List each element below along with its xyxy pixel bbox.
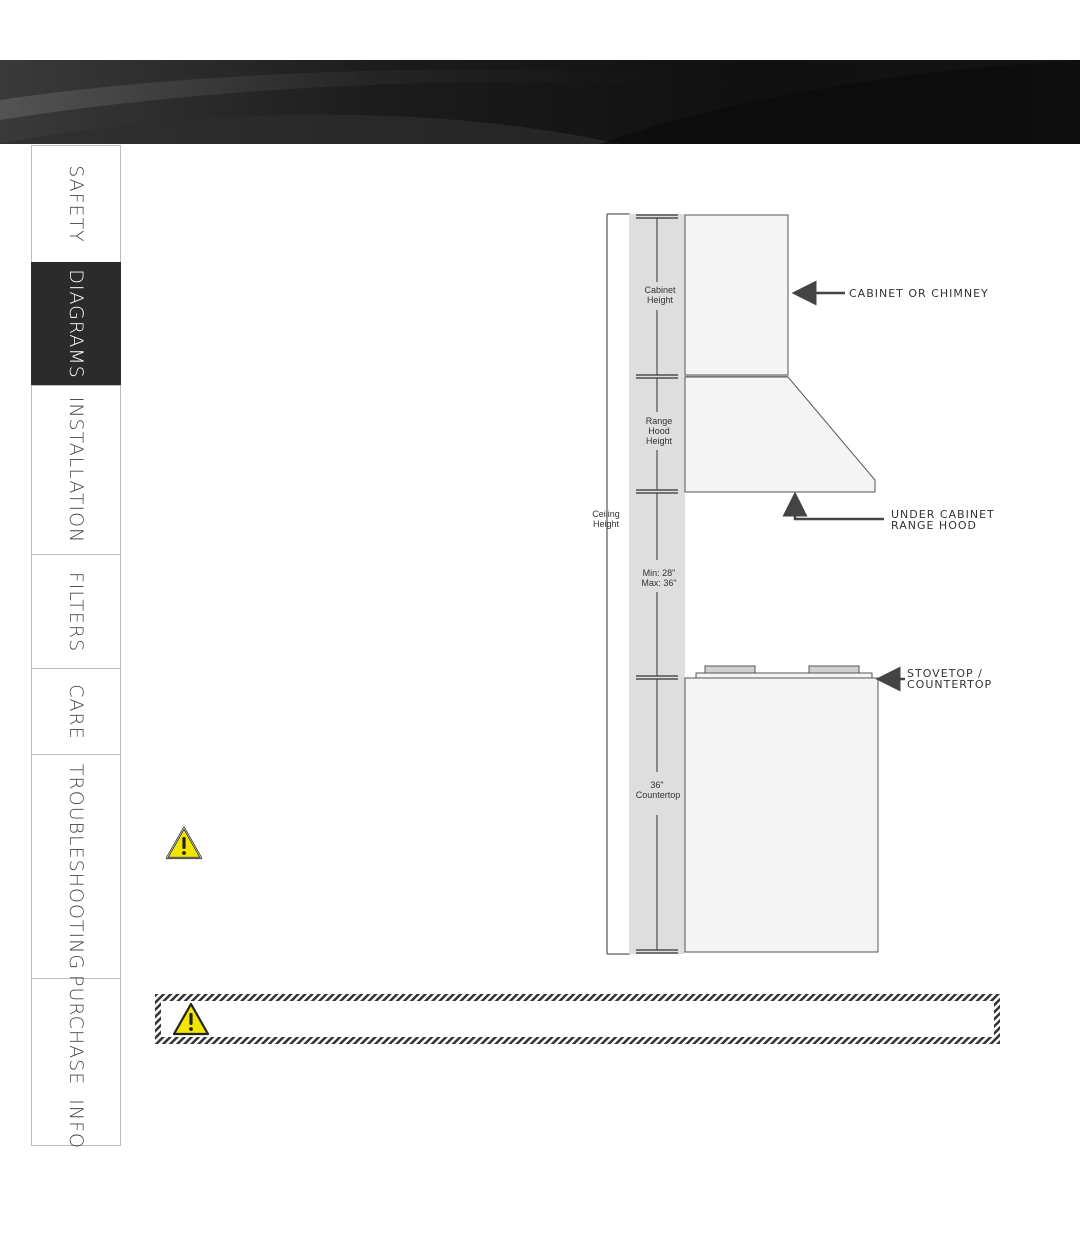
stovetop-shape	[696, 673, 872, 678]
clearance-label-2: Max: 36"	[641, 578, 677, 588]
cabinet-height-label-2: Height	[646, 295, 674, 305]
hood-callout-label-1: UNDER CABINET	[891, 508, 995, 521]
tab-label: FILTERS	[65, 571, 87, 652]
base-cabinet-shape	[685, 678, 878, 952]
ceiling-height-label-2: Height	[592, 519, 620, 529]
ceiling-height-label-1: Ceiling	[592, 509, 620, 519]
tab-label: PURCHASE INFO	[65, 974, 87, 1150]
tab-label: CARE	[65, 683, 87, 740]
clearance-label-1: Min: 28"	[642, 568, 676, 578]
warning-triangle-icon	[165, 826, 203, 860]
countertop-label-1: 36"	[650, 780, 664, 790]
range-hood-shape	[685, 377, 875, 492]
cabinet-callout-label: CABINET OR CHIMNEY	[849, 287, 989, 300]
tab-label: DIAGRAMS	[65, 269, 87, 379]
tab-label: INSTALLATION	[65, 396, 87, 544]
tab-label: SAFETY	[65, 165, 87, 243]
tab-label: TROUBLESHOOTING	[65, 763, 87, 970]
countertop-label-2: Countertop	[635, 790, 681, 800]
hood-height-label-2: Hood	[648, 426, 670, 436]
hood-callout-label-2: RANGE HOOD	[891, 519, 977, 532]
stovetop-callout-label-2: COUNTERTOP	[907, 678, 993, 691]
hood-arrow	[795, 504, 884, 519]
stovetop-callout-label-1: STOVETOP /	[907, 667, 983, 680]
hood-height-label-3: Height	[645, 436, 673, 446]
cabinet-height-label-1: Cabinet	[644, 285, 676, 295]
hood-height-label-1: Range	[645, 416, 673, 426]
warning-bar	[155, 994, 1000, 1044]
cabinet-shape	[685, 215, 788, 375]
